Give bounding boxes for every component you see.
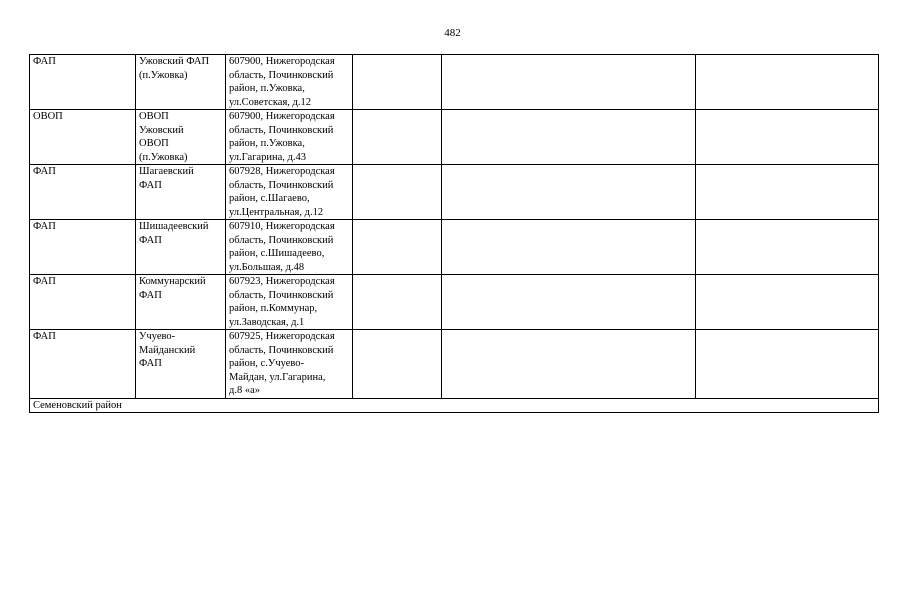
facility-name-line: Ужовский [139,124,184,136]
facility-address-cell [226,275,353,330]
table-row [30,275,879,330]
facility-address-line: 607928, Нижегородская [229,166,335,177]
facility-address-line: ул.Большая, д.48 [229,261,305,273]
facility-type-cell: ФАП [30,165,136,220]
empty-cell-5 [442,55,696,110]
facility-address-line: 607900, Нижегородская [229,111,335,122]
empty-cell-5 [442,330,696,399]
facility-name-line: ФАП [139,289,162,301]
facility-name-line: (п.Ужовка) [139,151,188,163]
facility-name-line: (п.Ужовка) [139,69,188,81]
facility-name-cell [136,110,226,165]
table-body [30,55,879,413]
facility-type-cell: ОВОП [30,110,136,165]
facility-type-cell: ФАП [30,220,136,275]
facility-address-line: ул.Заводская, д.1 [229,316,305,328]
empty-cell-4 [353,55,442,110]
facility-name-line: Учуево- [139,331,176,342]
facilities-table [29,54,879,413]
empty-cell-6 [696,330,879,399]
facility-address-line: область, Починковский [229,69,334,81]
facility-address-line: область, Починковский [229,344,334,356]
empty-cell-6 [696,220,879,275]
facility-name-line: ОВОП [139,138,169,149]
page-number: 482 [444,27,461,39]
facility-name-line: ФАП [139,358,162,369]
empty-cell-5 [442,110,696,165]
facility-name-cell [136,220,226,275]
empty-cell-6 [696,165,879,220]
facility-address-line: ул.Центральная, д.12 [229,206,324,218]
table-row [30,110,879,165]
facility-address-cell [226,110,353,165]
facility-type-cell: ФАП [30,275,136,330]
facility-type-cell: ФАП [30,330,136,399]
facility-name-cell [136,55,226,110]
facility-address-line: область, Починковский [229,234,334,246]
facility-address-line: 607925, Нижегородская [229,331,335,342]
table-row [30,330,879,399]
empty-cell-4 [353,110,442,165]
empty-cell-5 [442,220,696,275]
section-row [30,398,879,413]
facility-address-cell [226,165,353,220]
facility-address-line: район, с.Шагаево, [229,193,310,204]
facility-address-line: область, Починковский [229,179,334,191]
facility-address-cell [226,220,353,275]
facility-name-line: Майданский [139,344,196,356]
facility-address-line: Майдан, ул.Гагарина, [229,371,326,383]
facility-name-cell [136,165,226,220]
facility-name-line: ФАП [139,179,162,191]
empty-cell-4 [353,165,442,220]
facility-address-line: район, п.Ужовка, [229,138,305,149]
facility-name-cell [136,330,226,399]
table-row [30,165,879,220]
empty-cell-6 [696,275,879,330]
empty-cell-6 [696,55,879,110]
table-row [30,55,879,110]
facility-name-line: Шагаевский [139,166,194,177]
table-row [30,220,879,275]
facility-address-line: ул.Советская, д.12 [229,96,311,108]
empty-cell-4 [353,330,442,399]
section-row-label: Семеновский район [30,398,879,413]
facility-address-line: д.8 «а» [229,385,261,396]
facility-address-line: 607900, Нижегородская [229,56,335,67]
empty-cell-5 [442,275,696,330]
facility-address-line: ул.Гагарина, д.43 [229,151,306,163]
facility-name-line: ОВОП [139,111,169,122]
facility-name-line: Коммунарский [139,276,206,287]
empty-cell-6 [696,110,879,165]
facility-address-line: область, Починковский [229,124,334,136]
facility-address-cell [226,55,353,110]
facility-address-line: область, Починковский [229,289,334,301]
facility-address-line: район, с.Учуево- [229,358,305,369]
facility-address-line: район, п.Коммунар, [229,303,318,314]
empty-cell-5 [442,165,696,220]
empty-cell-4 [353,220,442,275]
facility-address-line: район, п.Ужовка, [229,83,305,94]
facility-type-cell: ФАП [30,55,136,110]
facility-name-line: Шишадеевский [139,221,209,232]
facility-name-line: ФАП [139,234,162,246]
facility-address-line: 607910, Нижегородская [229,221,335,232]
empty-cell-4 [353,275,442,330]
facility-name-line: Ужовский ФАП [139,56,210,67]
facility-address-cell [226,330,353,399]
facility-address-line: 607923, Нижегородская [229,276,335,287]
facility-address-line: район, с.Шишадеево, [229,248,325,259]
facility-name-cell [136,275,226,330]
